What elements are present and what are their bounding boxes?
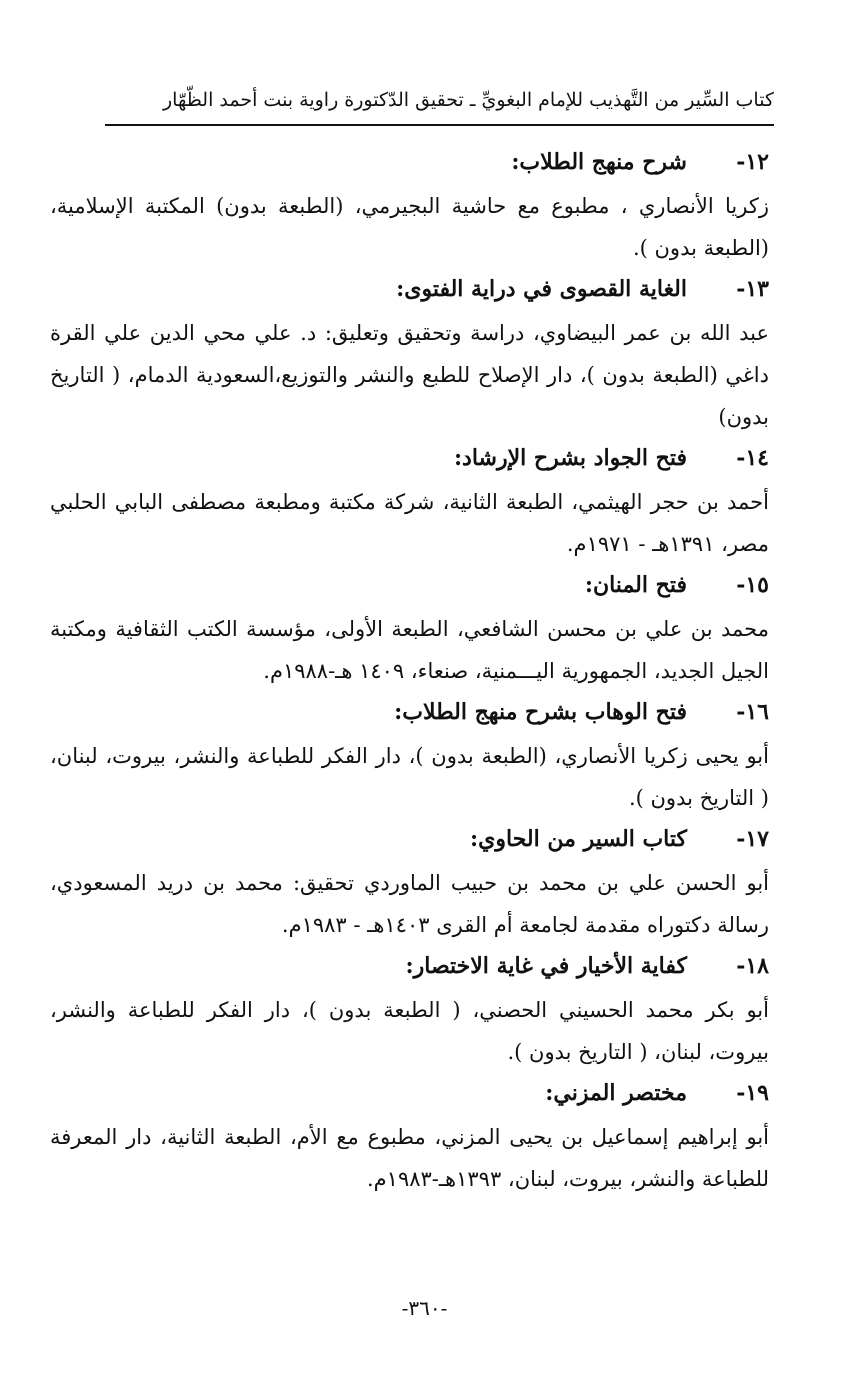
bibliography-entry-14 — [50, 438, 769, 565]
entry-title: شرح منهج الطلاب: — [511, 149, 687, 175]
entry-number: ١٥- — [736, 572, 769, 598]
entry-title: مختصر المزني: — [545, 1080, 687, 1106]
page-footer — [0, 1296, 849, 1320]
running-header — [105, 80, 774, 126]
entry-title-row — [50, 1073, 769, 1116]
entry-title: الغاية القصوى في دراية الفتوى: — [396, 276, 687, 302]
entry-title-row — [50, 946, 769, 989]
entry-title: فتح المنان: — [584, 572, 687, 598]
entry-description: أبو بكر محمد الحسيني الحصني، ( الطبعة بدون )، دار الفكر للطباعة والنشر، بيروت، لبنان، ( التاريخ بدون ). — [50, 998, 769, 1064]
entry-title-row — [50, 269, 769, 312]
entry-title: كتاب السير من الحاوي: — [470, 826, 687, 852]
bibliography-entry-18 — [50, 946, 769, 1073]
entry-description: محمد بن علي بن محسن الشافعي، الطبعة الأولى، مؤسسة الكتب الثقافية ومكتبة الجيل الجديد، الجمهورية اليـــمنية، صنعاء، ١٤٠٩ هـ-١٩٨٨م. — [50, 617, 769, 683]
entry-title-row — [50, 438, 769, 481]
bibliography-entry-17 — [50, 819, 769, 946]
entry-number: ١٢- — [736, 149, 769, 175]
entry-number: ١٣- — [736, 276, 769, 302]
entry-title-row — [50, 142, 769, 185]
entry-number: ١٨- — [736, 953, 769, 979]
entry-description: عبد الله بن عمر البيضاوي، دراسة وتحقيق وتعليق: د. علي محي الدين علي القرة داغي (الطبعة بدون )، دار الإصلاح للطبع والنشر والتوزيع،السعودية الدمام، ( التاريخ بدون) — [50, 321, 769, 429]
entry-description: أبو الحسن علي بن محمد بن حبيب الماوردي تحقيق: محمد بن دريد المسعودي، رسالة دكتوراه مقدمة لجامعة أم القرى ١٤٠٣هـ - ١٩٨٣م. — [50, 871, 769, 937]
bibliography-entry-15 — [50, 565, 769, 692]
entry-title: فتح الوهاب بشرح منهج الطلاب: — [394, 699, 687, 725]
bibliography-entry-19 — [50, 1073, 769, 1200]
entry-title: كفاية الأخيار في غاية الاختصار: — [405, 953, 687, 979]
entry-number: ١٩- — [736, 1080, 769, 1106]
bibliography-entry-13 — [50, 269, 769, 438]
header-title: كتاب السِّير من التَّهذيب للإمام البغويِّ ـ تحقيق الدّكتورة راوية بنت أحمد الظّهّار — [162, 89, 774, 111]
entry-description: أبو يحيى زكريا الأنصاري، (الطبعة بدون )، دار الفكر للطباعة والنشر، بيروت، لبنان، ( التاريخ بدون ). — [50, 744, 769, 810]
bibliography-entry-12 — [50, 142, 769, 269]
entry-description: زكريا الأنصاري ، مطبوع مع حاشية البجيرمي، (الطبعة بدون) المكتبة الإسلامية، (الطبعة بدون ). — [50, 194, 769, 260]
entry-title-row — [50, 565, 769, 608]
bibliography-list — [50, 142, 769, 1200]
entry-description: أبو إبراهيم إسماعيل بن يحيى المزني، مطبوع مع الأم، الطبعة الثانية، دار المعرفة للطباعة والنشر، بيروت، لبنان، ١٣٩٣هـ-١٩٨٣م. — [50, 1125, 769, 1191]
entry-number: ١٧- — [736, 826, 769, 852]
entry-number: ١٤- — [736, 445, 769, 471]
page-number: -٣٦٠- — [401, 1296, 448, 1320]
entry-title-row — [50, 819, 769, 862]
entry-description: أحمد بن حجر الهيثمي، الطبعة الثانية، شركة مكتبة ومطبعة مصطفى البابي الحلبي مصر، ١٣٩١هـ - ١٩٧١م. — [50, 490, 769, 556]
entry-number: ١٦- — [736, 699, 769, 725]
bibliography-entry-16 — [50, 692, 769, 819]
entry-title: فتح الجواد بشرح الإرشاد: — [453, 445, 687, 471]
entry-title-row — [50, 692, 769, 735]
